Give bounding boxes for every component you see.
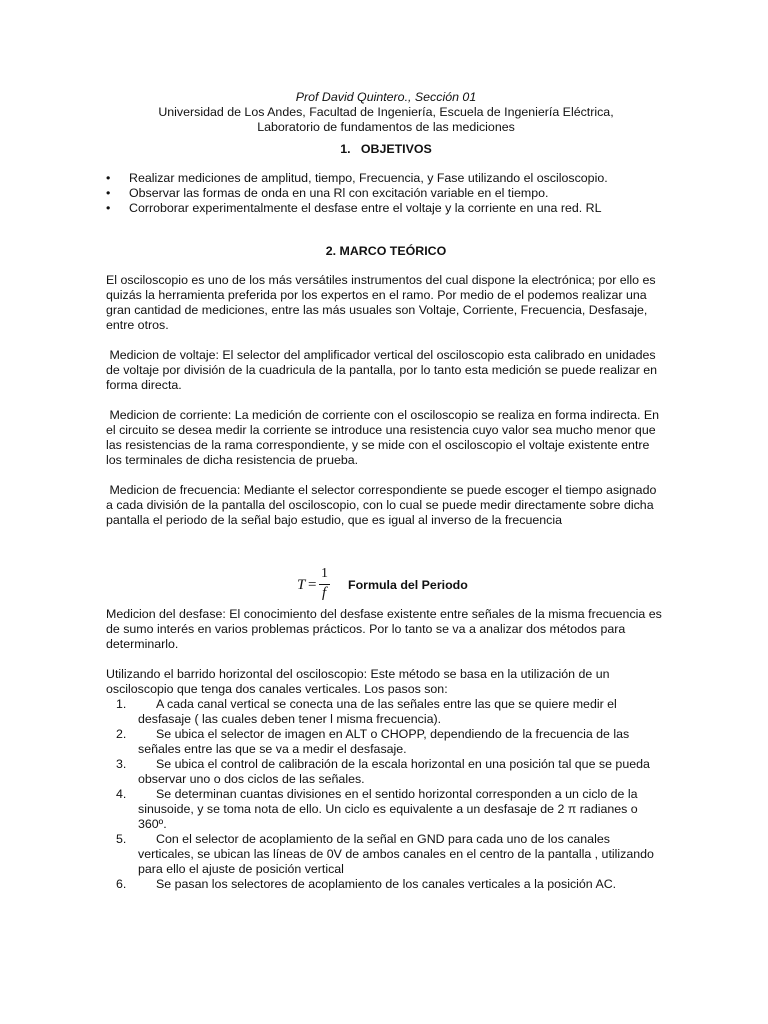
voltage-paragraph: Medicion de voltaje: El selector del amplificador vertical del osciloscopio esta calibrado en unidades de voltaje por división de la cuadricula de la pantalla, por lo tanto esta medición se puede realizar en forma directa. <box>106 348 661 392</box>
formula-equals: = <box>308 577 317 593</box>
formula-label: Formula del Periodo <box>348 578 468 592</box>
objective-text: Corroborar experimentalmente el desfase entre el voltaje y la corriente en una red. RL <box>129 201 602 215</box>
step-number: 1. <box>116 697 127 711</box>
step-number: 6. <box>116 877 127 891</box>
bullet-icon: • <box>106 201 111 215</box>
step-number: 5. <box>116 832 127 846</box>
list-item <box>106 877 666 892</box>
period-formula <box>297 566 537 606</box>
step-number: 3. <box>116 757 127 771</box>
phase-intro-paragraph: Medicion del desfase: El conocimiento del desfase existente entre señales de la misma frecuencia es de sumo interés en varios problemas prácticos. Por lo tanto se va a analizar dos métodos para determinarlo. <box>106 607 662 651</box>
objective-text: Observar las formas de onda en una Rl con excitación variable en el tiempo. <box>129 186 549 200</box>
formula-lhs: T <box>297 577 306 593</box>
step-text: Se determinan cuantas divisiones en el sentido horizontal corresponden a un ciclo de la sinusoide, y se toma nota de ello. Un ciclo es equivalente a un desfasaje de 2 π radianes o 360º. <box>138 787 638 831</box>
formula-denominator: f <box>322 585 327 601</box>
list-item <box>106 727 666 757</box>
author-line: Prof David Quintero., Sección 01 <box>295 90 477 104</box>
current-paragraph: Medicion de corriente: La medición de corriente con el osciloscopio se realiza en forma indirecta. En el circuito se desea medir la corriente se introduce una resistencia cuyo valor sea mucho menor que las resistencias de la rama correspondiente, y se mide con el osciloscopio el voltaje existente entre los terminales de dicha resistencia de prueba. <box>106 408 663 467</box>
lab-line: Laboratorio de fundamentos de las mediciones <box>257 120 515 134</box>
theory-heading: 2. MARCO TEÓRICO <box>325 244 447 258</box>
institution-line: Universidad de Los Andes, Facultad de Ingeniería, Escuela de Ingeniería Eléctrica, <box>158 105 614 119</box>
step-number: 2. <box>116 727 127 741</box>
step-text: Se ubica el control de calibración de la escala horizontal en una posición tal que se pueda observar uno o dos ciclos de las señales. <box>138 757 650 786</box>
objective-text: Realizar mediciones de amplitud, tiempo, Frecuencia, y Fase utilizando el osciloscopio. <box>129 171 608 185</box>
list-item <box>106 201 666 216</box>
step-text: A cada canal vertical se conecta una de las señales entre las que se quiere medir el desfasaje ( las cuales deben tener l misma frecuencia). <box>138 697 617 726</box>
list-item <box>106 171 666 186</box>
objectives-list <box>106 171 666 216</box>
list-item <box>106 787 666 832</box>
list-item <box>106 697 666 727</box>
list-item <box>106 832 666 877</box>
phase-steps-list <box>106 697 666 892</box>
bullet-icon: • <box>106 186 111 200</box>
bullet-icon: • <box>106 171 111 185</box>
formula-numerator: 1 <box>321 566 328 581</box>
document-page <box>106 90 666 892</box>
step-text: Se ubica el selector de imagen en ALT o CHOPP, dependiendo de la frecuencia de las señales entre las que se va a medir el desfasaje. <box>138 727 630 756</box>
phase-method-paragraph: Utilizando el barrido horizontal del osciloscopio: Este método se basa en la utilización de un osciloscopio que tenga dos canales verticales. Los pasos son: <box>106 667 610 696</box>
objectives-heading: 1. OBJETIVOS <box>340 142 432 156</box>
theory-intro-paragraph: El osciloscopio es uno de los más versátiles instrumentos del cual dispone la electrónica; por ello es quizás la herramienta preferida por los expertos en el ramo. Por medio de el podemos realizar una gran cantidad de mediciones, entre las más usuales son Voltaje, Corriente, Frecuencia, Desfasaje, entre otros. <box>106 273 656 332</box>
frequency-paragraph: Medicion de frecuencia: Mediante el selector correspondiente se puede escoger el tiempo asignado a cada división de la pantalla del osciloscopio, con lo cual se puede medir directamente sobre dicha pantalla el periodo de la señal bajo estudio, que es igual al inverso de la frecuencia <box>106 483 661 527</box>
step-text: Se pasan los selectores de acoplamiento de los canales verticales a la posición AC. <box>156 877 617 891</box>
list-item <box>106 757 666 787</box>
step-text: Con el selector de acoplamiento de la señal en GND para cada uno de los canales verticales, se ubican las líneas de 0V de ambos canales en el centro de la pantalla , utilizando para ello el ajuste de posición vertical <box>138 832 654 876</box>
list-item <box>106 186 666 201</box>
step-number: 4. <box>116 787 127 801</box>
